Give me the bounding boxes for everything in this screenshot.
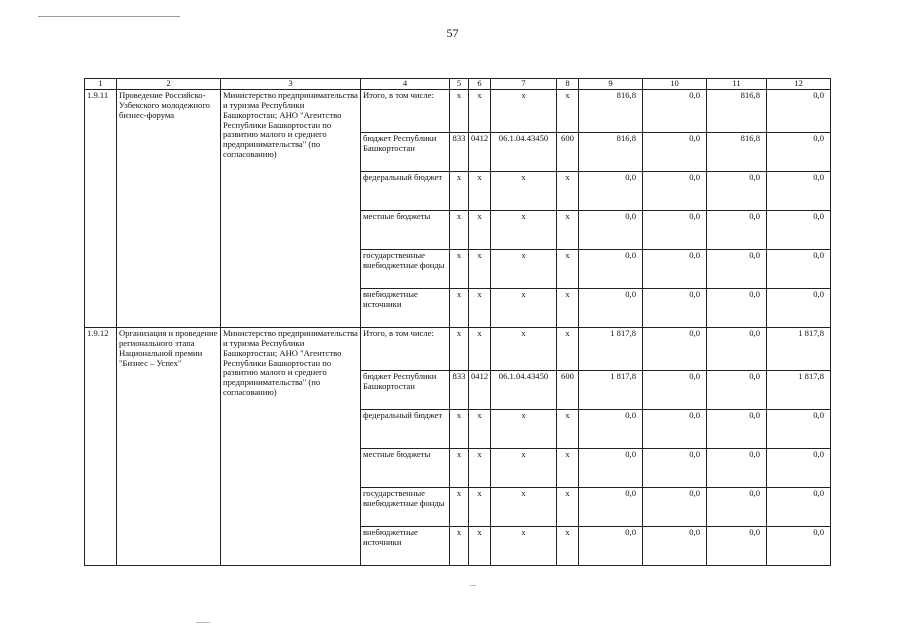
funding-source: бюджет Республики Башкортостан [361,370,450,409]
kbk-target-cell: x [491,327,557,370]
kbk-section-cell: 0412 [469,132,491,171]
year-2022-cell: 0,0 [767,288,831,327]
year-2019-cell: 1 817,8 [579,327,643,370]
kbk-section-cell: x [469,487,491,526]
year-2020-cell: 0,0 [643,526,707,565]
event-name: Проведение Российско-Узбекского молодежного бизнес-форума [117,89,221,327]
year-2021-cell: 0,0 [707,210,767,249]
funding-source: бюджет Республики Башкортостан [361,132,450,171]
kbk-target-cell: x [491,409,557,448]
kbk-target-cell: x [491,526,557,565]
kbk-admin-cell: 833 [450,132,469,171]
year-2022-cell: 0,0 [767,89,831,132]
year-2020-cell: 0,0 [643,210,707,249]
year-2019-cell: 0,0 [579,249,643,288]
column-number: 3 [221,79,361,90]
year-2022-cell: 0,0 [767,249,831,288]
header-rule [38,16,180,17]
year-2021-cell: 0,0 [707,526,767,565]
year-2020-cell: 0,0 [643,487,707,526]
kbk-expense-cell: x [557,288,579,327]
kbk-section-cell: x [469,288,491,327]
funding-source: местные бюджеты [361,210,450,249]
kbk-target-cell: 06.1.04.43450 [491,132,557,171]
year-2019-cell: 0,0 [579,487,643,526]
funding-source: внебюджетные источники [361,526,450,565]
event-name: Организация и проведение регионального этапа Национальной премии "Бизнес – Успех" [117,327,221,565]
kbk-expense-cell: 600 [557,370,579,409]
kbk-section-cell: x [469,409,491,448]
year-2021-cell: 0,0 [707,288,767,327]
column-number: 8 [557,79,579,90]
year-2021-cell: 0,0 [707,249,767,288]
event-code: 1.9.12 [85,327,117,565]
column-number: 11 [707,79,767,90]
year-2020-cell: 0,0 [643,132,707,171]
budget-table [84,78,831,566]
year-2021-cell: 816,8 [707,132,767,171]
column-number: 4 [361,79,450,90]
column-number: 2 [117,79,221,90]
year-2022-cell: 0,0 [767,448,831,487]
year-2020-cell: 0,0 [643,89,707,132]
funding-source: местные бюджеты [361,448,450,487]
kbk-expense-cell: x [557,210,579,249]
kbk-target-cell: x [491,89,557,132]
kbk-expense-cell: 600 [557,132,579,171]
kbk-target-cell: x [491,249,557,288]
year-2022-cell: 1 817,8 [767,327,831,370]
year-2020-cell: 0,0 [643,249,707,288]
kbk-admin-cell: x [450,171,469,210]
year-2020-cell: 0,0 [643,288,707,327]
year-2020-cell: 0,0 [643,171,707,210]
year-2021-cell: 0,0 [707,327,767,370]
event-executor: Министерство предпринимательства и туризма Республики Башкортостан; АНО "Агентство Республики Башкортостан по развитию малого и среднего предпринимательства" (по согласованию) [221,327,361,565]
funding-source: Итого, в том числе: [361,89,450,132]
kbk-section-cell: x [469,89,491,132]
year-2019-cell: 1 817,8 [579,370,643,409]
kbk-section-cell: x [469,327,491,370]
page-number: 57 [446,26,459,40]
table-row [85,89,831,132]
year-2019-cell: 816,8 [579,132,643,171]
year-2022-cell: 0,0 [767,409,831,448]
kbk-target-cell: x [491,448,557,487]
year-2020-cell: 0,0 [643,370,707,409]
kbk-section-cell: x [469,526,491,565]
year-2019-cell: 0,0 [579,409,643,448]
kbk-admin-cell: x [450,487,469,526]
kbk-admin-cell: x [450,526,469,565]
year-2021-cell: 0,0 [707,370,767,409]
kbk-expense-cell: x [557,171,579,210]
kbk-admin-cell: 833 [450,370,469,409]
kbk-expense-cell: x [557,89,579,132]
kbk-target-cell: x [491,288,557,327]
year-2019-cell: 0,0 [579,288,643,327]
year-2020-cell: 0,0 [643,327,707,370]
kbk-expense-cell: x [557,409,579,448]
kbk-expense-cell: x [557,448,579,487]
kbk-expense-cell: x [557,526,579,565]
funding-source: государственные внебюджетные фонды [361,487,450,526]
kbk-admin-cell: x [450,448,469,487]
table-row [85,327,831,370]
year-2020-cell: 0,0 [643,409,707,448]
year-2019-cell: 816,8 [579,89,643,132]
year-2022-cell: 0,0 [767,171,831,210]
kbk-section-cell: x [469,210,491,249]
event-code: 1.9.11 [85,89,117,327]
event-executor: Министерство предпринимательства и туризма Республики Башкортостан; АНО "Агентство Республики Башкортостан по развитию малого и среднего предпринимательства" (по согласованию) [221,89,361,327]
year-2019-cell: 0,0 [579,526,643,565]
funding-source: государственные внебюджетные фонды [361,249,450,288]
kbk-admin-cell: x [450,249,469,288]
year-2022-cell: 0,0 [767,132,831,171]
column-number: 10 [643,79,707,90]
kbk-expense-cell: x [557,487,579,526]
year-2020-cell: 0,0 [643,448,707,487]
kbk-admin-cell: x [450,409,469,448]
year-2022-cell: 0,0 [767,487,831,526]
column-number: 5 [450,79,469,90]
scan-artifact [470,585,476,586]
kbk-admin-cell: x [450,210,469,249]
funding-source: федеральный бюджет [361,409,450,448]
kbk-target-cell: x [491,210,557,249]
kbk-section-cell: x [469,171,491,210]
year-2019-cell: 0,0 [579,210,643,249]
column-number: 9 [579,79,643,90]
kbk-target-cell: x [491,487,557,526]
funding-source: внебюджетные источники [361,288,450,327]
year-2019-cell: 0,0 [579,171,643,210]
kbk-section-cell: x [469,249,491,288]
year-2021-cell: 816,8 [707,89,767,132]
funding-source: федеральный бюджет [361,171,450,210]
kbk-target-cell: 06.1.04.43450 [491,370,557,409]
column-number: 6 [469,79,491,90]
year-2021-cell: 0,0 [707,448,767,487]
kbk-section-cell: 0412 [469,370,491,409]
year-2021-cell: 0,0 [707,409,767,448]
year-2022-cell: 1 817,8 [767,370,831,409]
scan-artifact [196,622,210,623]
column-number-row [85,79,831,90]
kbk-admin-cell: x [450,288,469,327]
funding-source: Итого, в том числе: [361,327,450,370]
kbk-expense-cell: x [557,327,579,370]
year-2022-cell: 0,0 [767,210,831,249]
kbk-section-cell: x [469,448,491,487]
kbk-expense-cell: x [557,249,579,288]
year-2022-cell: 0,0 [767,526,831,565]
kbk-admin-cell: x [450,89,469,132]
year-2021-cell: 0,0 [707,487,767,526]
column-number: 1 [85,79,117,90]
kbk-target-cell: x [491,171,557,210]
year-2021-cell: 0,0 [707,171,767,210]
column-number: 7 [491,79,557,90]
kbk-admin-cell: x [450,327,469,370]
year-2019-cell: 0,0 [579,448,643,487]
column-number: 12 [767,79,831,90]
